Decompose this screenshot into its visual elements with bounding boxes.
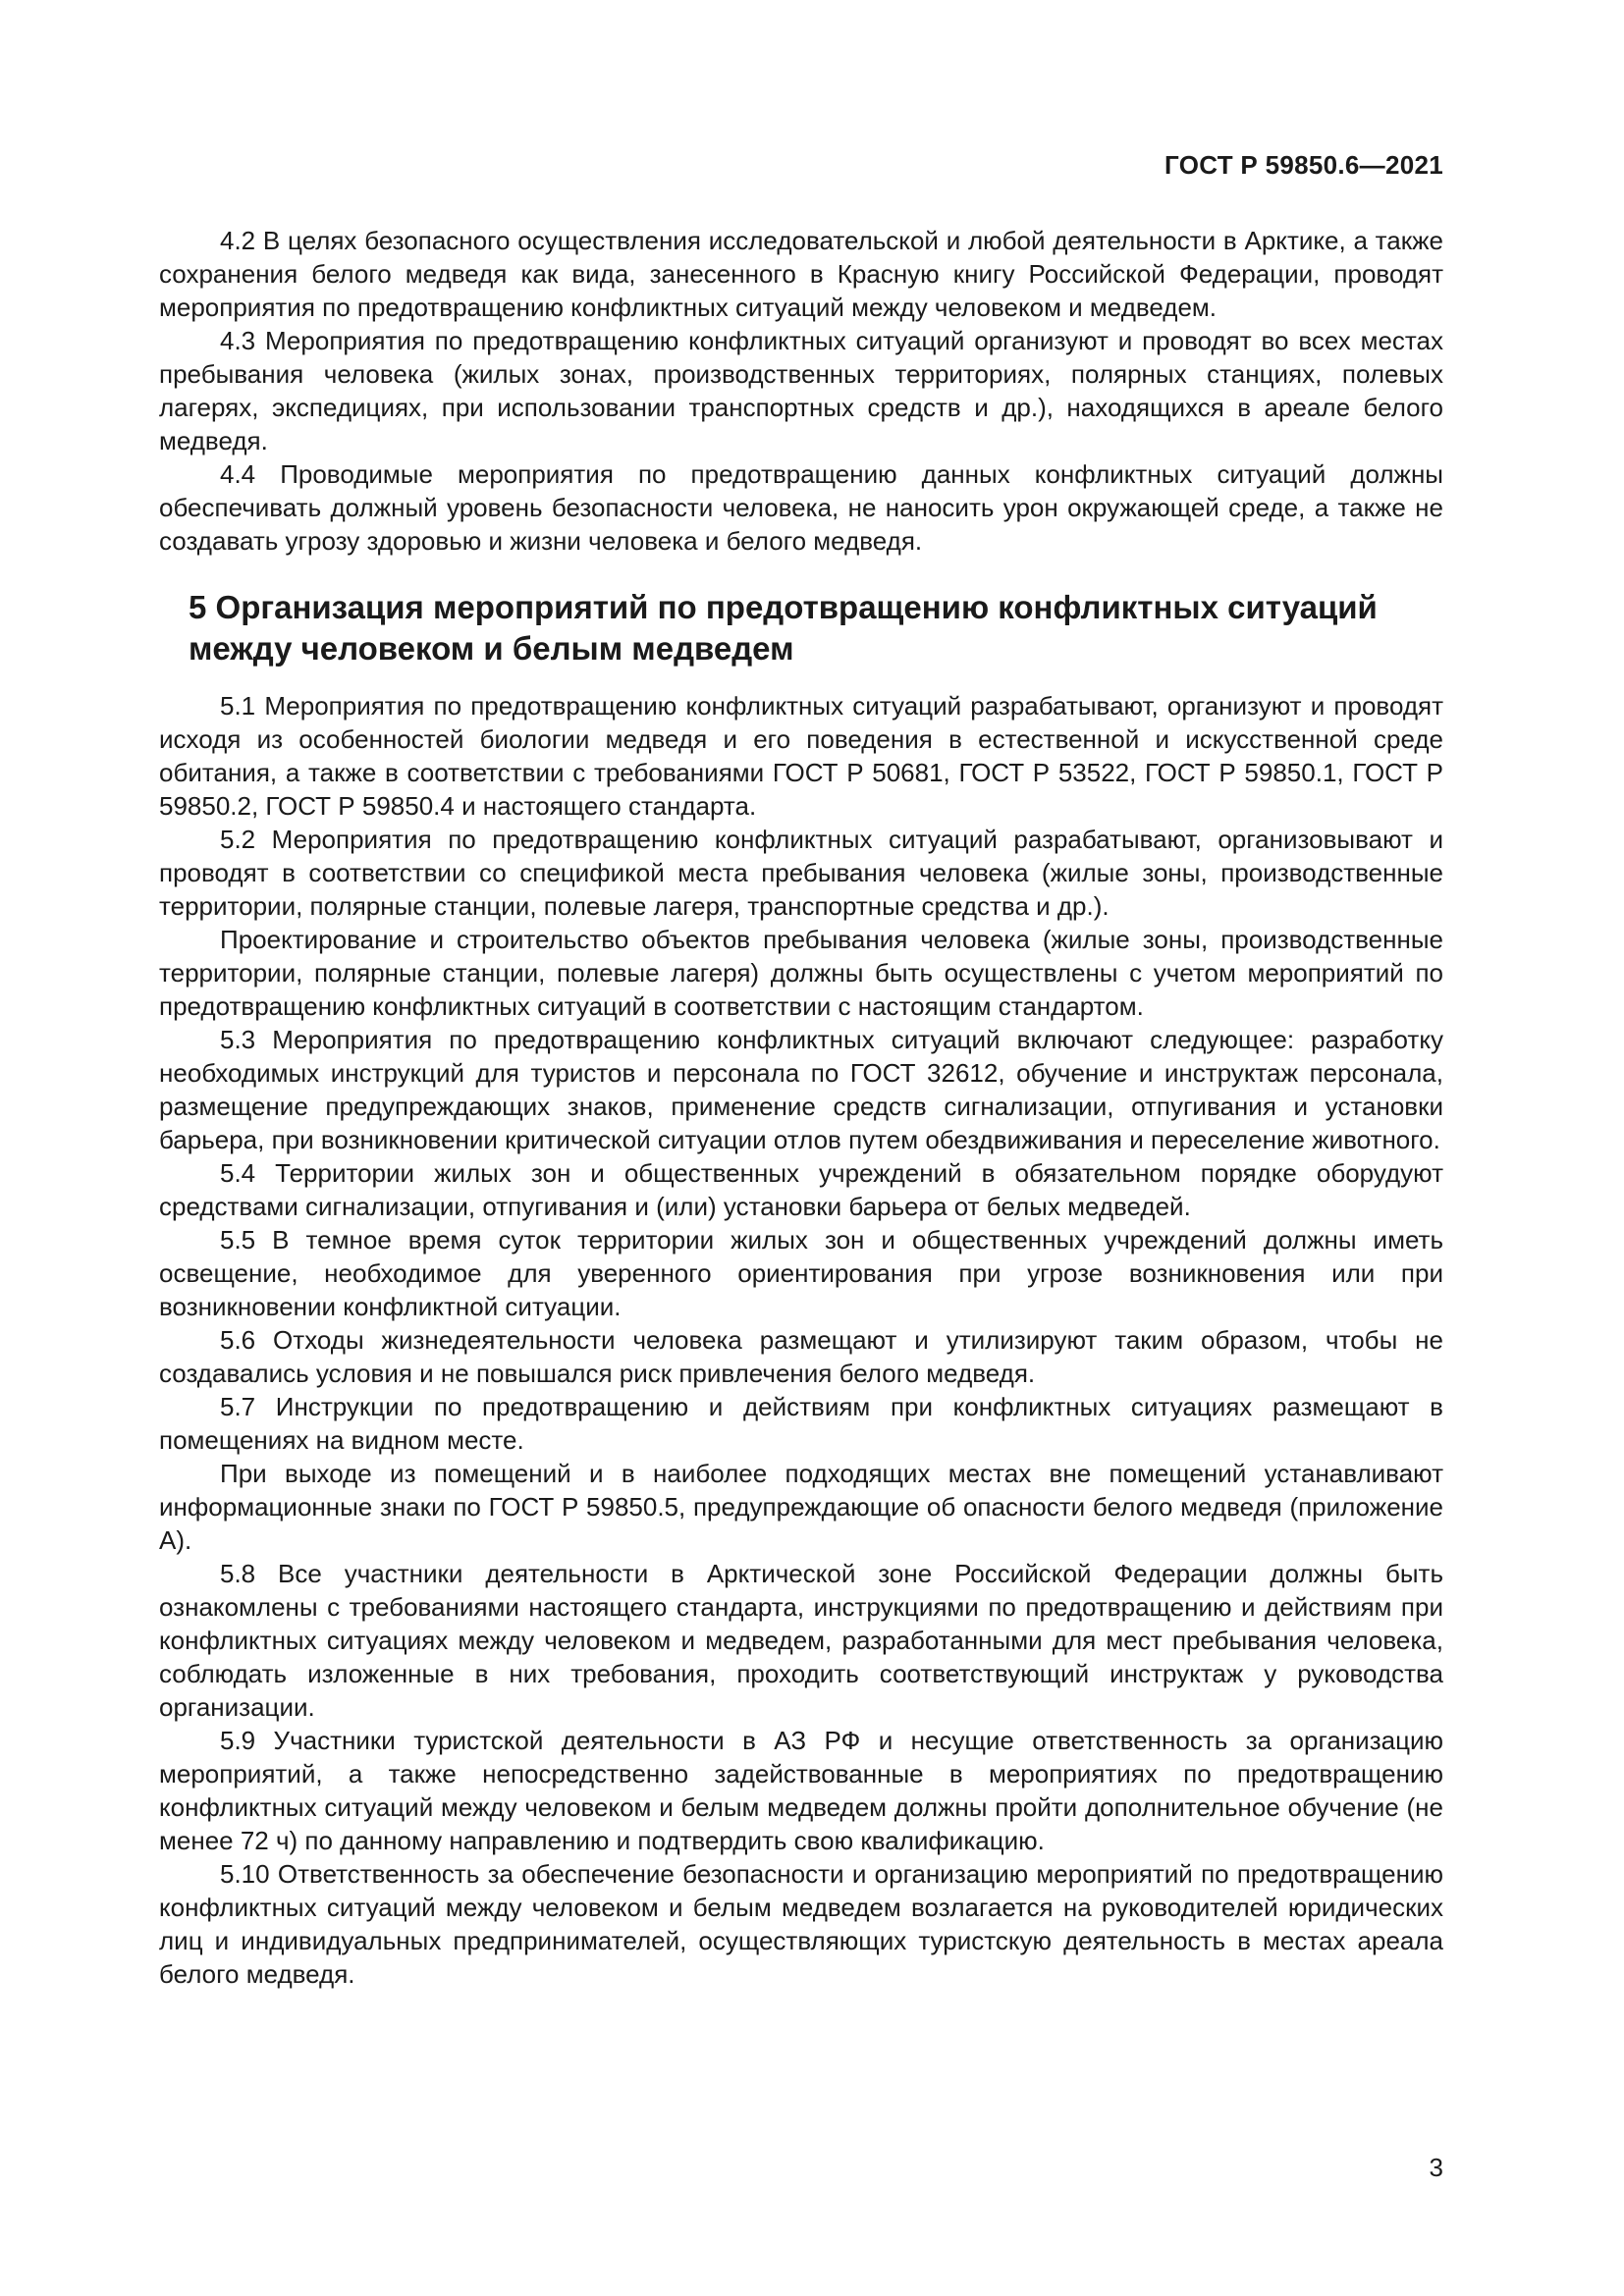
paragraph-5-1: 5.1 Мероприятия по предотвращению конфликтных ситуаций разрабатывают, организуют и проводят исходя из особенностей биологии медведя и его поведения в естественной и искусственной среде обитания, а также в соответствии с требованиями ГОСТ Р 50681, ГОСТ Р 53522, ГОСТ Р 59850.1, ГОСТ Р 59850.2, ГОСТ Р 59850.4 и настоящего стандарта. (159, 691, 1443, 821)
paragraph-4-3: 4.3 Мероприятия по предотвращению конфликтных ситуаций организуют и проводят во всех местах пребывания человека (жилых зонах, производственных территориях, полярных станциях, полевых лагерях, экспедициях, при использовании транспортных средств и др.), находящихся в ареале белого медведя. (159, 326, 1443, 455)
document-body (159, 224, 1443, 1991)
paragraph-4-2: 4.2 В целях безопасного осуществления исследовательской и любой деятельности в Арктике, а также сохранения белого медведя как вида, занесенного в Красную книгу Российской Федерации, проводят мероприятия по предотвращению конфликтных ситуаций между человеком и медведем. (159, 226, 1443, 322)
paragraph-5-6: 5.6 Отходы жизнедеятельности человека размещают и утилизируют таким образом, чтобы не создавались условия и не повышался риск привлечения белого медведя. (159, 1325, 1443, 1388)
paragraph-5-2: 5.2 Мероприятия по предотвращению конфликтных ситуаций разрабатывают, организовывают и проводят в соответствии со спецификой места пребывания человека (жилые зоны, производственные территории, полярные станции, полевые лагеря, транспортные средства и др.). (159, 825, 1443, 921)
paragraph-5-7: 5.7 Инструкции по предотвращению и действиям при конфликтных ситуациях размещают в помещениях на видном месте. (159, 1392, 1443, 1455)
paragraph-5-8: 5.8 Все участники деятельности в Арктической зоне Российской Федерации должны быть ознакомлены с требованиями настоящего стандарта, инструкциями по предотвращению и действиям при конфликтных ситуациях между человеком и медведем, разработанными для мест пребывания человека, соблюдать изложенные в них требования, проходить соответствующий инструктаж у руководства организации. (159, 1559, 1443, 1722)
paragraph-5-3: 5.3 Мероприятия по предотвращению конфликтных ситуаций включают следующее: разработку необходимых инструкций для туристов и персонала по ГОСТ 32612, обучение и инструктаж персонала, размещение предупреждающих знаков, применение средств сигнализации, отпугивания и установки барьера, при возникновении критической ситуации отлов путем обездвиживания и переселение животного. (159, 1025, 1443, 1154)
paragraph-5-2-design: Проектирование и строительство объектов пребывания человека (жилые зоны, производственные территории, полярные станции, полевые лагеря) должны быть осуществлены с учетом мероприятий по предотвращению конфликтных ситуаций в соответствии с настоящим стандартом. (159, 925, 1443, 1021)
paragraph-5-10: 5.10 Ответственность за обеспечение безопасности и организацию мероприятий по предотвращению конфликтных ситуаций между человеком и белым медведем возлагается на руководителей юридических лиц и индивидуальных предпринимателей, осуществляющих туристскую деятельность в местах ареала белого медведя. (159, 1859, 1443, 1989)
paragraph-5-9: 5.9 Участники туристской деятельности в АЗ РФ и несущие ответственность за организацию мероприятий, а также непосредственно задействованные в мероприятиях по предотвращению конфликтных ситуаций между человеком и белым медведем должны пройти дополнительное обучение (не менее 72 ч) по данному направлению и подтвердить свою квалификацию. (159, 1726, 1443, 1855)
paragraph-5-7-signs: При выходе из помещений и в наиболее подходящих местах вне помещений устанавливают информационные знаки по ГОСТ Р 59850.5, предупреждающие об опасности белого медведя (приложение А). (159, 1459, 1443, 1555)
paragraph-4-4: 4.4 Проводимые мероприятия по предотвращению данных конфликтных ситуаций должны обеспечивать должный уровень безопасности человека, не наносить урон окружающей среде, а также не создавать угрозу здоровью и жизни человека и белого медведя. (159, 459, 1443, 556)
paragraph-5-5: 5.5 В темное время суток территории жилых зон и общественных учреждений должны иметь освещение, необходимое для уверенного ориентирования при угрозе возникновения или при возникновении конфликтной ситуации. (159, 1225, 1443, 1321)
document-standard-code: ГОСТ Р 59850.6—2021 (1164, 150, 1443, 180)
page-number: 3 (1429, 2153, 1443, 2182)
section-5-title: 5 Организация мероприятий по предотвращению конфликтных ситуаций между человеком и белым медведем (189, 589, 1378, 667)
paragraph-5-4: 5.4 Территории жилых зон и общественных учреждений в обязательном порядке оборудуют средствами сигнализации, отпугивания и (или) установки барьера от белых медведей. (159, 1158, 1443, 1221)
